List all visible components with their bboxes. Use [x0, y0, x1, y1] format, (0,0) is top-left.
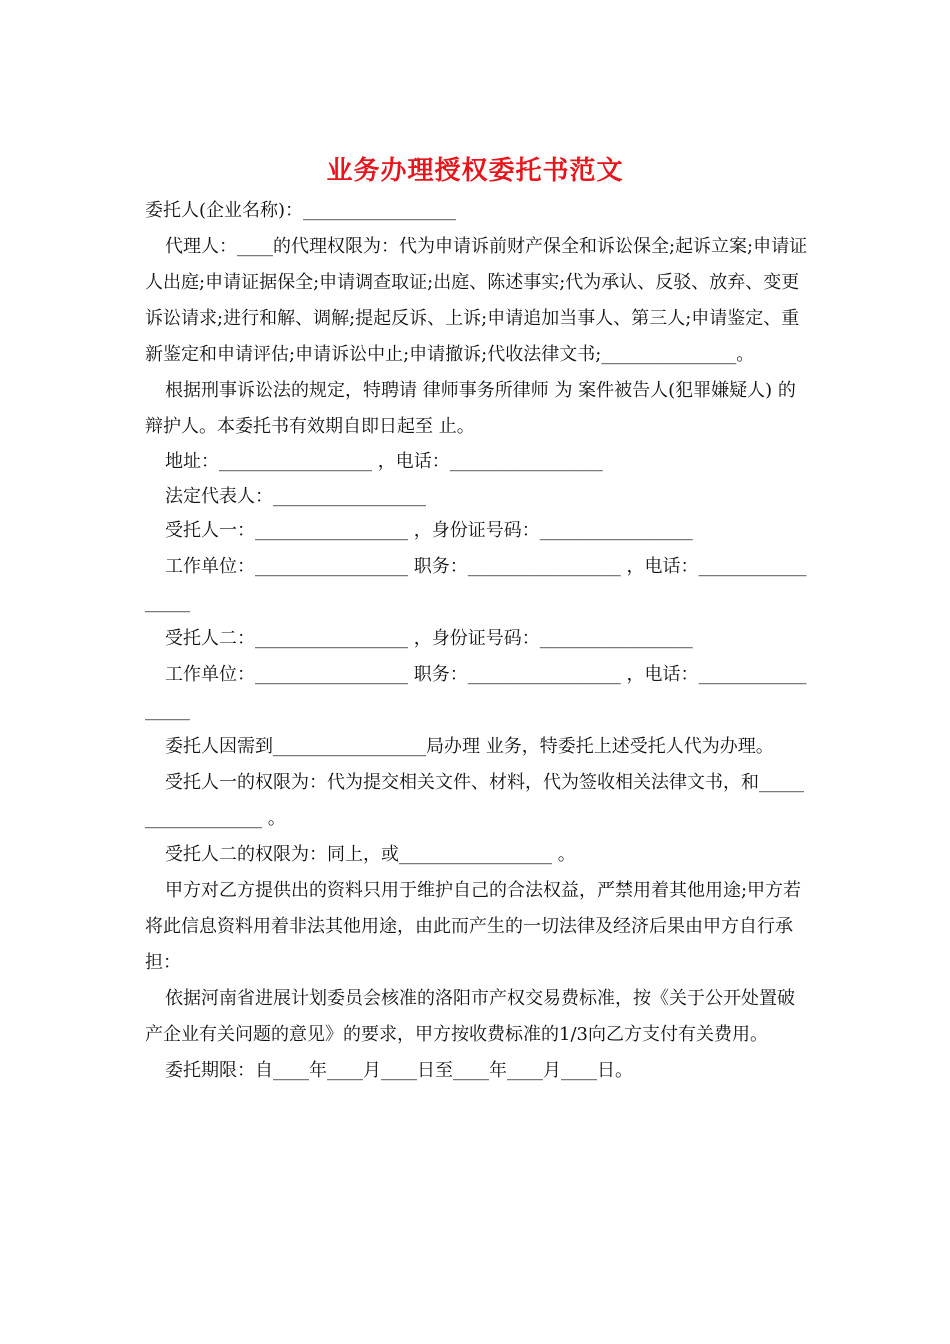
paragraph-trustee-two-scope: 受托人二的权限为：同上，或_________________ 。 [165, 843, 576, 865]
document-body [145, 193, 810, 1089]
paragraph-trustee-one-scope: 受托人一的权限为：代为提交相关文件、材料，代为签收相关法律文书，和__________________ 。 [145, 771, 804, 829]
paragraph-trustee-two-work: 工作单位：_________________ 职务：_________________ ，电话：_________________ [145, 663, 807, 721]
paragraph-trustee-one: 受托人一：_________________ ，身份证号码：_________________ [165, 520, 693, 541]
paragraph-defense-appointment: 根据刑事诉讼法的规定，特聘请 律师事务所律师 为 案件被告人(犯罪嫌疑人) 的辩护人。本委托书有效期自即日起至 止。 [145, 380, 796, 437]
paragraph-entrust-purpose: 委托人因需到_________________局办理 业务，特委托上述受托人代为办理。 [165, 735, 774, 757]
paragraph-address: 地址：_________________ ，电话：_________________ [165, 451, 603, 472]
paragraph-term: 委托期限：自____年____月____日至____年____月____日。 [165, 1059, 633, 1081]
paragraph-data-usage: 甲方对乙方提供出的资料只用于维护自己的合法权益，严禁用着其他用途;甲方若将此信息资料用着非法其他用途，由此而产生的一切法律及经济后果由甲方自行承担： [145, 879, 802, 973]
paragraph-fee-basis: 依据河南省进展计划委员会核准的洛阳市产权交易费标准，按《关于公开处置破产企业有关问题的意见》的要求，甲方按收费标准的1/3向乙方支付有关费用。 [145, 987, 795, 1045]
paragraph-agent-authority: 代理人：____的代理权限为：代为申请诉前财产保全和诉讼保全;起诉立案;申请证人出庭;申请证据保全;申请调查取证;出庭、陈述事实;代为承认、反驳、放弃、变更诉讼请求;进行和解、调解;提起反诉、上诉;申请追加当事人、第三人;申请鉴定、重新鉴定和申请评估;申请诉讼中止;申请撤诉;代收法律文书;_______________。 [145, 236, 808, 365]
paragraph-trustee-one-work: 工作单位：_________________ 职务：_________________ ，电话：_________________ [145, 555, 807, 613]
paragraph-trustee-two: 受托人二：_________________ ，身份证号码：_________________ [165, 627, 693, 649]
paragraph-principal: 委托人(企业名称)：_________________ [145, 200, 457, 221]
document-title: 业务办理授权委托书范文 [326, 156, 624, 186]
paragraph-legal-representative: 法定代表人：_________________ [165, 485, 426, 507]
